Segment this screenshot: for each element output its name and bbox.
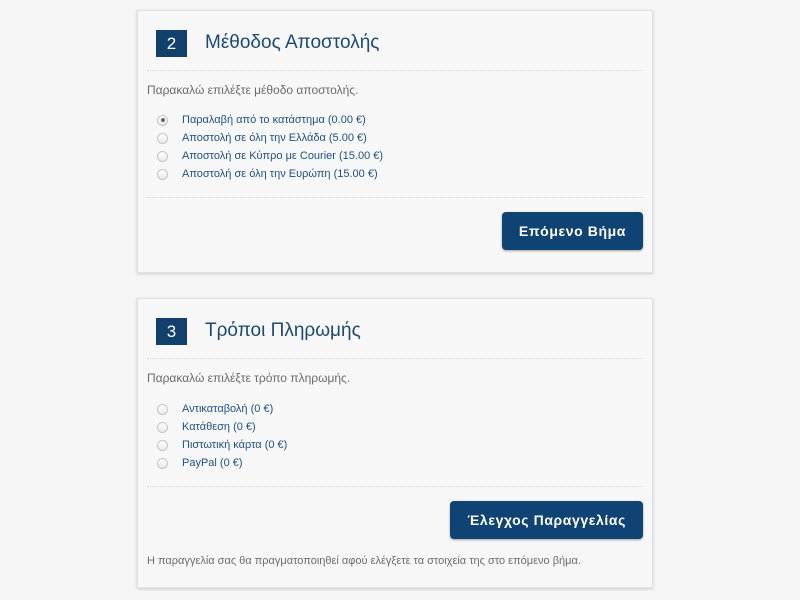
payment-instruction: Παρακαλώ επιλέξτε τρόπο πληρωμής. [147, 371, 351, 385]
payment-option-radio[interactable] [157, 404, 168, 415]
next-step-button[interactable]: Επόμενο Βήμα [502, 212, 643, 250]
payment-option[interactable] [157, 454, 287, 472]
payment-option-label[interactable]: Αντικαταβολή (0 €) [182, 403, 274, 415]
payment-option[interactable] [157, 400, 287, 418]
shipping-panel-header [156, 28, 379, 58]
shipping-options-list [157, 111, 383, 183]
shipping-footer-divider [147, 197, 643, 198]
shipping-option-radio[interactable] [157, 169, 168, 180]
shipping-option-radio[interactable] [157, 151, 168, 162]
shipping-option[interactable] [157, 165, 383, 183]
payment-option-radio[interactable] [157, 440, 168, 451]
payment-options-list [157, 400, 287, 472]
payment-option-radio[interactable] [157, 458, 168, 469]
shipping-option-label[interactable]: Αποστολή σε όλη την Ευρώπη (15.00 €) [182, 168, 378, 180]
shipping-option[interactable] [157, 129, 383, 147]
payment-option-label[interactable]: Κατάθεση (0 €) [182, 421, 256, 433]
shipping-instruction: Παρακαλώ επιλέξτε μέθοδο αποστολής. [147, 83, 359, 97]
payment-option-label[interactable]: PayPal (0 €) [182, 457, 243, 469]
shipping-step-number: 2 [156, 30, 187, 57]
payment-option[interactable] [157, 436, 287, 454]
shipping-option-label[interactable]: Αποστολή σε Κύπρο με Courier (15.00 €) [182, 150, 384, 162]
payment-option-radio[interactable] [157, 422, 168, 433]
shipping-option[interactable] [157, 147, 383, 165]
shipping-method-panel [137, 10, 653, 273]
payment-option[interactable] [157, 418, 287, 436]
payment-method-panel [137, 298, 653, 588]
payment-header-divider [147, 358, 643, 359]
shipping-option-radio[interactable] [157, 115, 168, 126]
payment-step-number: 3 [156, 318, 187, 345]
shipping-header-divider [147, 70, 643, 71]
shipping-option-label[interactable]: Παραλαβή από το κατάστημα (0.00 €) [182, 114, 366, 126]
shipping-panel-title: Μέθοδος Αποστολής [205, 32, 380, 53]
shipping-option-radio[interactable] [157, 133, 168, 144]
payment-panel-title: Τρόποι Πληρωμής [205, 320, 361, 341]
payment-option-label[interactable]: Πιστωτική κάρτα (0 €) [182, 439, 288, 451]
payment-footer-divider [147, 486, 643, 487]
order-confirmation-note: Η παραγγελία σας θα πραγματοποιηθεί αφού ελέγξετε τα στοιχεία της στο επόμενο βήμα. [147, 555, 581, 567]
shipping-option[interactable] [157, 111, 383, 129]
shipping-option-label[interactable]: Αποστολή σε όλη την Ελλάδα (5.00 €) [182, 132, 367, 144]
review-order-button[interactable]: Έλεγχος Παραγγελίας [450, 501, 643, 539]
payment-panel-header [156, 316, 361, 346]
